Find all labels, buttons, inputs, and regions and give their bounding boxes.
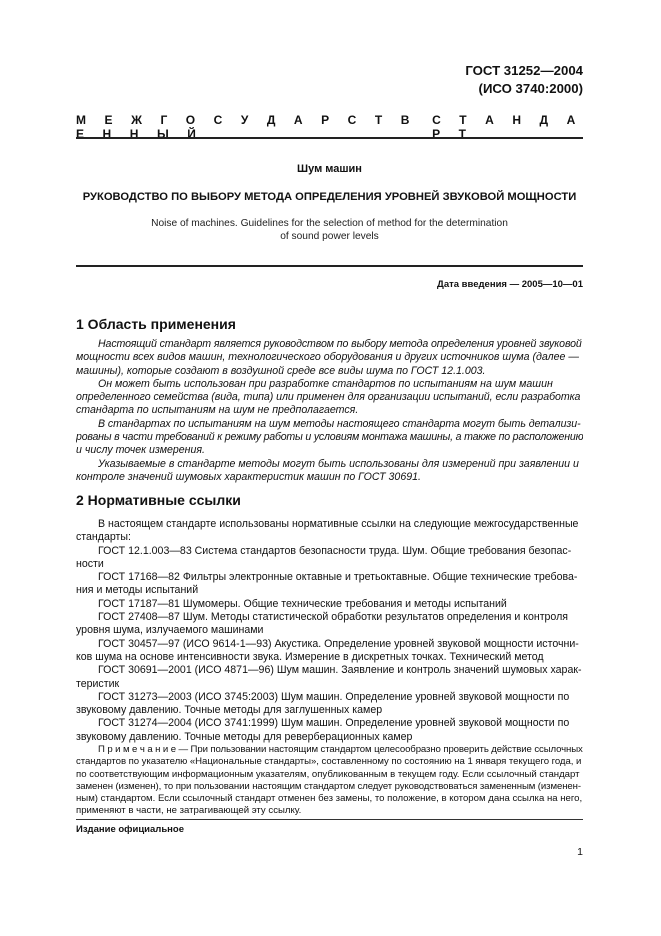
body-line: ГОСТ 27408—87 Шум. Методы статистической обработки результатов определения и контроля bbox=[98, 611, 569, 624]
body-line: ГОСТ 30457—97 (ИСО 9614-1—93) Акустика. Определение уровней звуковой мощности источни- bbox=[98, 637, 579, 650]
body-line: стандарта по испытаниям на шум не предполагается. bbox=[76, 404, 359, 417]
footer-rule bbox=[76, 819, 583, 820]
document-title: РУКОВОДСТВО ПО ВЫБОРУ МЕТОДА ОПРЕДЕЛЕНИЯ УРОВНЕЙ ЗВУКОВОЙ МОЩНОСТИ bbox=[82, 191, 577, 203]
body-line: Указываемые в стандарте методы могут быть использованы для измерений при заявлении и bbox=[98, 457, 579, 470]
document-subtitle: Шум машин bbox=[297, 163, 362, 175]
body-line: определенного семейства (вида, типа) или применен для организации испытаний, если разработка bbox=[76, 391, 581, 404]
note-line: П р и м е ч а н и е — При пользовании настоящим стандартом целесообразно проверить действие ссылочных bbox=[98, 744, 583, 755]
body-line: и числу точек измерения. bbox=[76, 444, 206, 457]
body-line: В стандартах по испытаниям на шум методы настоящего стандарта могут быть детализи- bbox=[98, 417, 581, 430]
section-2-heading: 2 Нормативные ссылки bbox=[76, 492, 241, 508]
body-line: ГОСТ 12.1.003—83 Система стандартов безопасности труда. Шум. Общие требования безопас- bbox=[98, 544, 572, 557]
iso-code: (ИСО 3740:2000) bbox=[478, 81, 583, 96]
page-number: 1 bbox=[577, 846, 583, 858]
body-line: Он может быть использован при разработке стандартов по испытаниям на шум машин bbox=[98, 377, 553, 390]
banner-right: С Т А Н Д А Р Т bbox=[432, 113, 583, 141]
body-line: ГОСТ 30691—2001 (ИСО 4871—96) Шум машин. Заявление и контроль значений шумовых харак- bbox=[98, 664, 582, 677]
body-line: стандарты: bbox=[76, 531, 131, 544]
body-line: звуковому давлению. Точные методы для реверберационных камер bbox=[76, 730, 413, 743]
note-line: стандартов по указателю «Национальные стандарты», составленному по состоянию на 1 января текущего года, и bbox=[76, 756, 582, 768]
english-title-line: of sound power levels bbox=[280, 231, 379, 242]
banner-left: М Е Ж Г О С У Д А Р С Т В Е Н Н Ы Й bbox=[76, 113, 418, 141]
body-line: машины), которые создают в воздушной среде все виды шума по ГОСТ 12.1.003. bbox=[76, 364, 486, 377]
body-line: звуковому давлению. Точные методы для заглушенных камер bbox=[76, 704, 383, 717]
section-2-body bbox=[76, 518, 583, 744]
body-line: мощности всех видов машин, технологического оборудования и других источников шума (далее — bbox=[76, 351, 579, 364]
section-1-body bbox=[76, 338, 583, 484]
title-rule bbox=[76, 265, 583, 267]
section-1-heading: 1 Область применения bbox=[76, 316, 236, 332]
note-line: заменен (изменен), то при пользовании настоящим стандартом следует руководствоваться замененным (изменен- bbox=[76, 780, 581, 792]
body-line: В настоящем стандарте использованы нормативные ссылки на следующие межгосударственные bbox=[98, 518, 579, 530]
body-line: ГОСТ 31274—2004 (ИСО 3741:1999) Шум машин. Определение уровней звуковой мощности по bbox=[98, 717, 570, 730]
body-line: ния и методы испытаний bbox=[76, 584, 199, 597]
body-line: Настоящий стандарт является руководством по выбору метода определения уровней звуковой bbox=[98, 338, 582, 350]
english-title-line: Noise of machines. Guidelines for the selection of method for the determination bbox=[151, 218, 508, 229]
banner-rule bbox=[76, 137, 583, 139]
standard-code: ГОСТ 31252—2004 bbox=[465, 63, 583, 78]
note-line: применяют в части, не затрагивающей эту ссылку. bbox=[76, 805, 302, 817]
body-line: теристик bbox=[76, 677, 120, 690]
note-line: по соответствующим информационным указателям, опубликованным в текущем году. Если ссылочный стандарт bbox=[76, 768, 580, 780]
introduction-date: Дата введения — 2005—10—01 bbox=[437, 279, 583, 290]
body-line: контроле значений шумовых характеристик машин по ГОСТ 30691. bbox=[76, 470, 421, 483]
english-title bbox=[76, 217, 583, 243]
standard-designation bbox=[465, 62, 583, 98]
body-line: ГОСТ 17187—81 Шумомеры. Общие технические требования и методы испытаний bbox=[98, 597, 507, 610]
body-line: ГОСТ 17168—82 Фильтры электронные октавные и третьоктавные. Общие технические требова- bbox=[98, 571, 578, 584]
official-edition-label: Издание официальное bbox=[76, 824, 184, 835]
body-line: ности bbox=[76, 557, 104, 570]
note-block bbox=[76, 744, 583, 818]
body-line: ГОСТ 31273—2003 (ИСО 3745:2003) Шум машин. Определение уровней звуковой мощности по bbox=[98, 690, 570, 703]
body-line: уровня шума, излучаемого машинами bbox=[76, 624, 264, 637]
body-line: рованы в части требований к режиму работы и условиям монтажа машины, а также по расположению bbox=[76, 431, 583, 444]
note-line: ным) стандартом. Если ссылочный стандарт отменен без замены, то положение, в котором дана ссылка на него, bbox=[76, 793, 583, 805]
body-line: ков шума на основе интенсивности звука. Измерение в дискретных точках. Технический метод bbox=[76, 650, 544, 663]
